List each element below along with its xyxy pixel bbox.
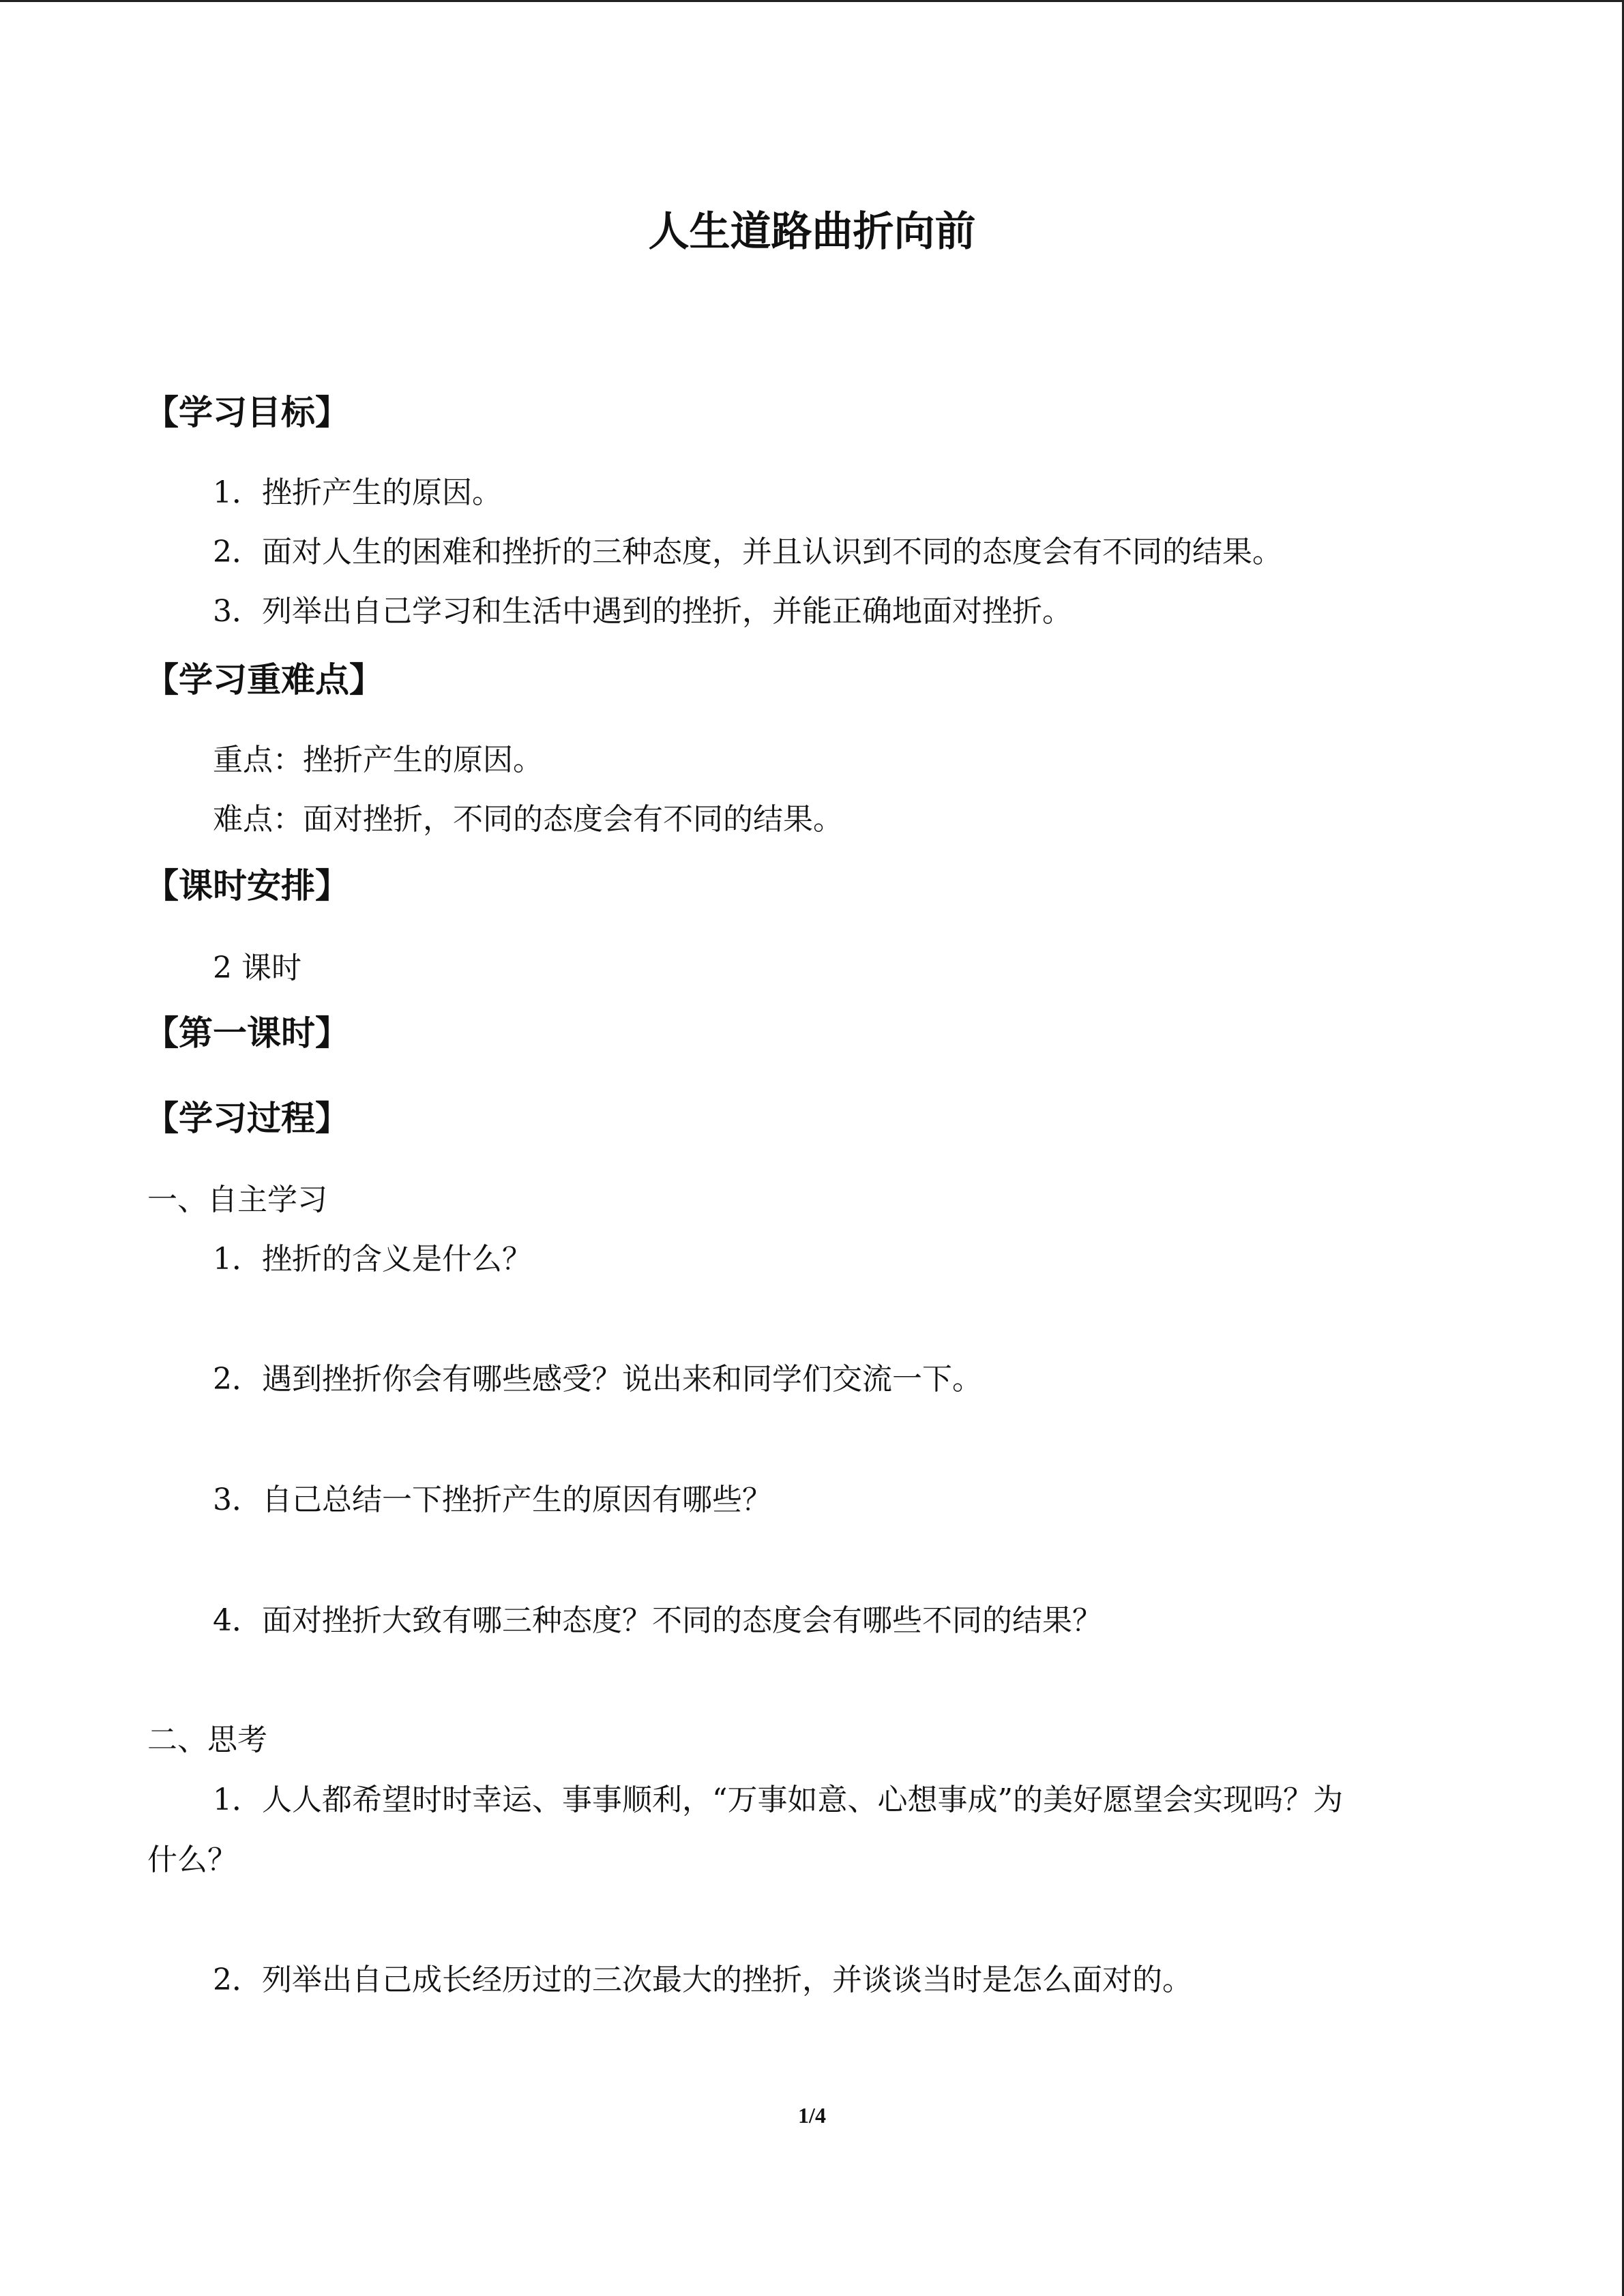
thinking-question-1-line-1: 1．人人都希望时时幸运、事事顺利，“万事如意、心想事成”的美好愿望会实现吗？为: [213, 1783, 1343, 1817]
schedule-text: 2 课时: [213, 951, 301, 985]
key-point: 重点：挫折产生的原因。: [213, 743, 543, 777]
heading-learning-goals: 【学习目标】: [145, 393, 349, 432]
thinking-question-2: 2．列举出自己成长经历过的三次最大的挫折，并谈谈当时是怎么面对的。: [213, 1963, 1192, 1997]
goal-item-2: 2．面对人生的困难和挫折的三种态度，并且认识到不同的态度会有不同的结果。: [213, 535, 1282, 569]
part-thinking-title: 二、思考: [147, 1723, 267, 1757]
page-number: 1/4: [798, 2103, 826, 2128]
part-self-study-title: 一、自主学习: [147, 1182, 327, 1217]
self-study-question-1: 1．挫折的含义是什么？: [213, 1242, 532, 1277]
thinking-question-1-line-2: 什么？: [147, 1843, 237, 1877]
heading-learning-process: 【学习过程】: [145, 1099, 349, 1138]
goal-item-1: 1．挫折产生的原因。: [213, 475, 502, 510]
difficult-point: 难点：面对挫折，不同的态度会有不同的结果。: [213, 802, 843, 837]
self-study-question-2: 2．遇到挫折你会有哪些感受？说出来和同学们交流一下。: [213, 1362, 982, 1397]
page-title: 人生道路曲折向前: [648, 208, 976, 256]
heading-schedule: 【课时安排】: [145, 866, 349, 906]
self-study-question-4: 4．面对挫折大致有哪三种态度？不同的态度会有哪些不同的结果？: [213, 1603, 1102, 1638]
heading-key-difficult-points: 【学习重难点】: [145, 660, 383, 700]
heading-lesson-one: 【第一课时】: [145, 1013, 349, 1053]
self-study-question-3: 3．自己总结一下挫折产生的原因有哪些？: [213, 1482, 772, 1517]
goal-item-3: 3．列举出自己学习和生活中遇到的挫折，并能正确地面对挫折。: [213, 594, 1072, 629]
page-border-top: [0, 0, 1624, 2]
